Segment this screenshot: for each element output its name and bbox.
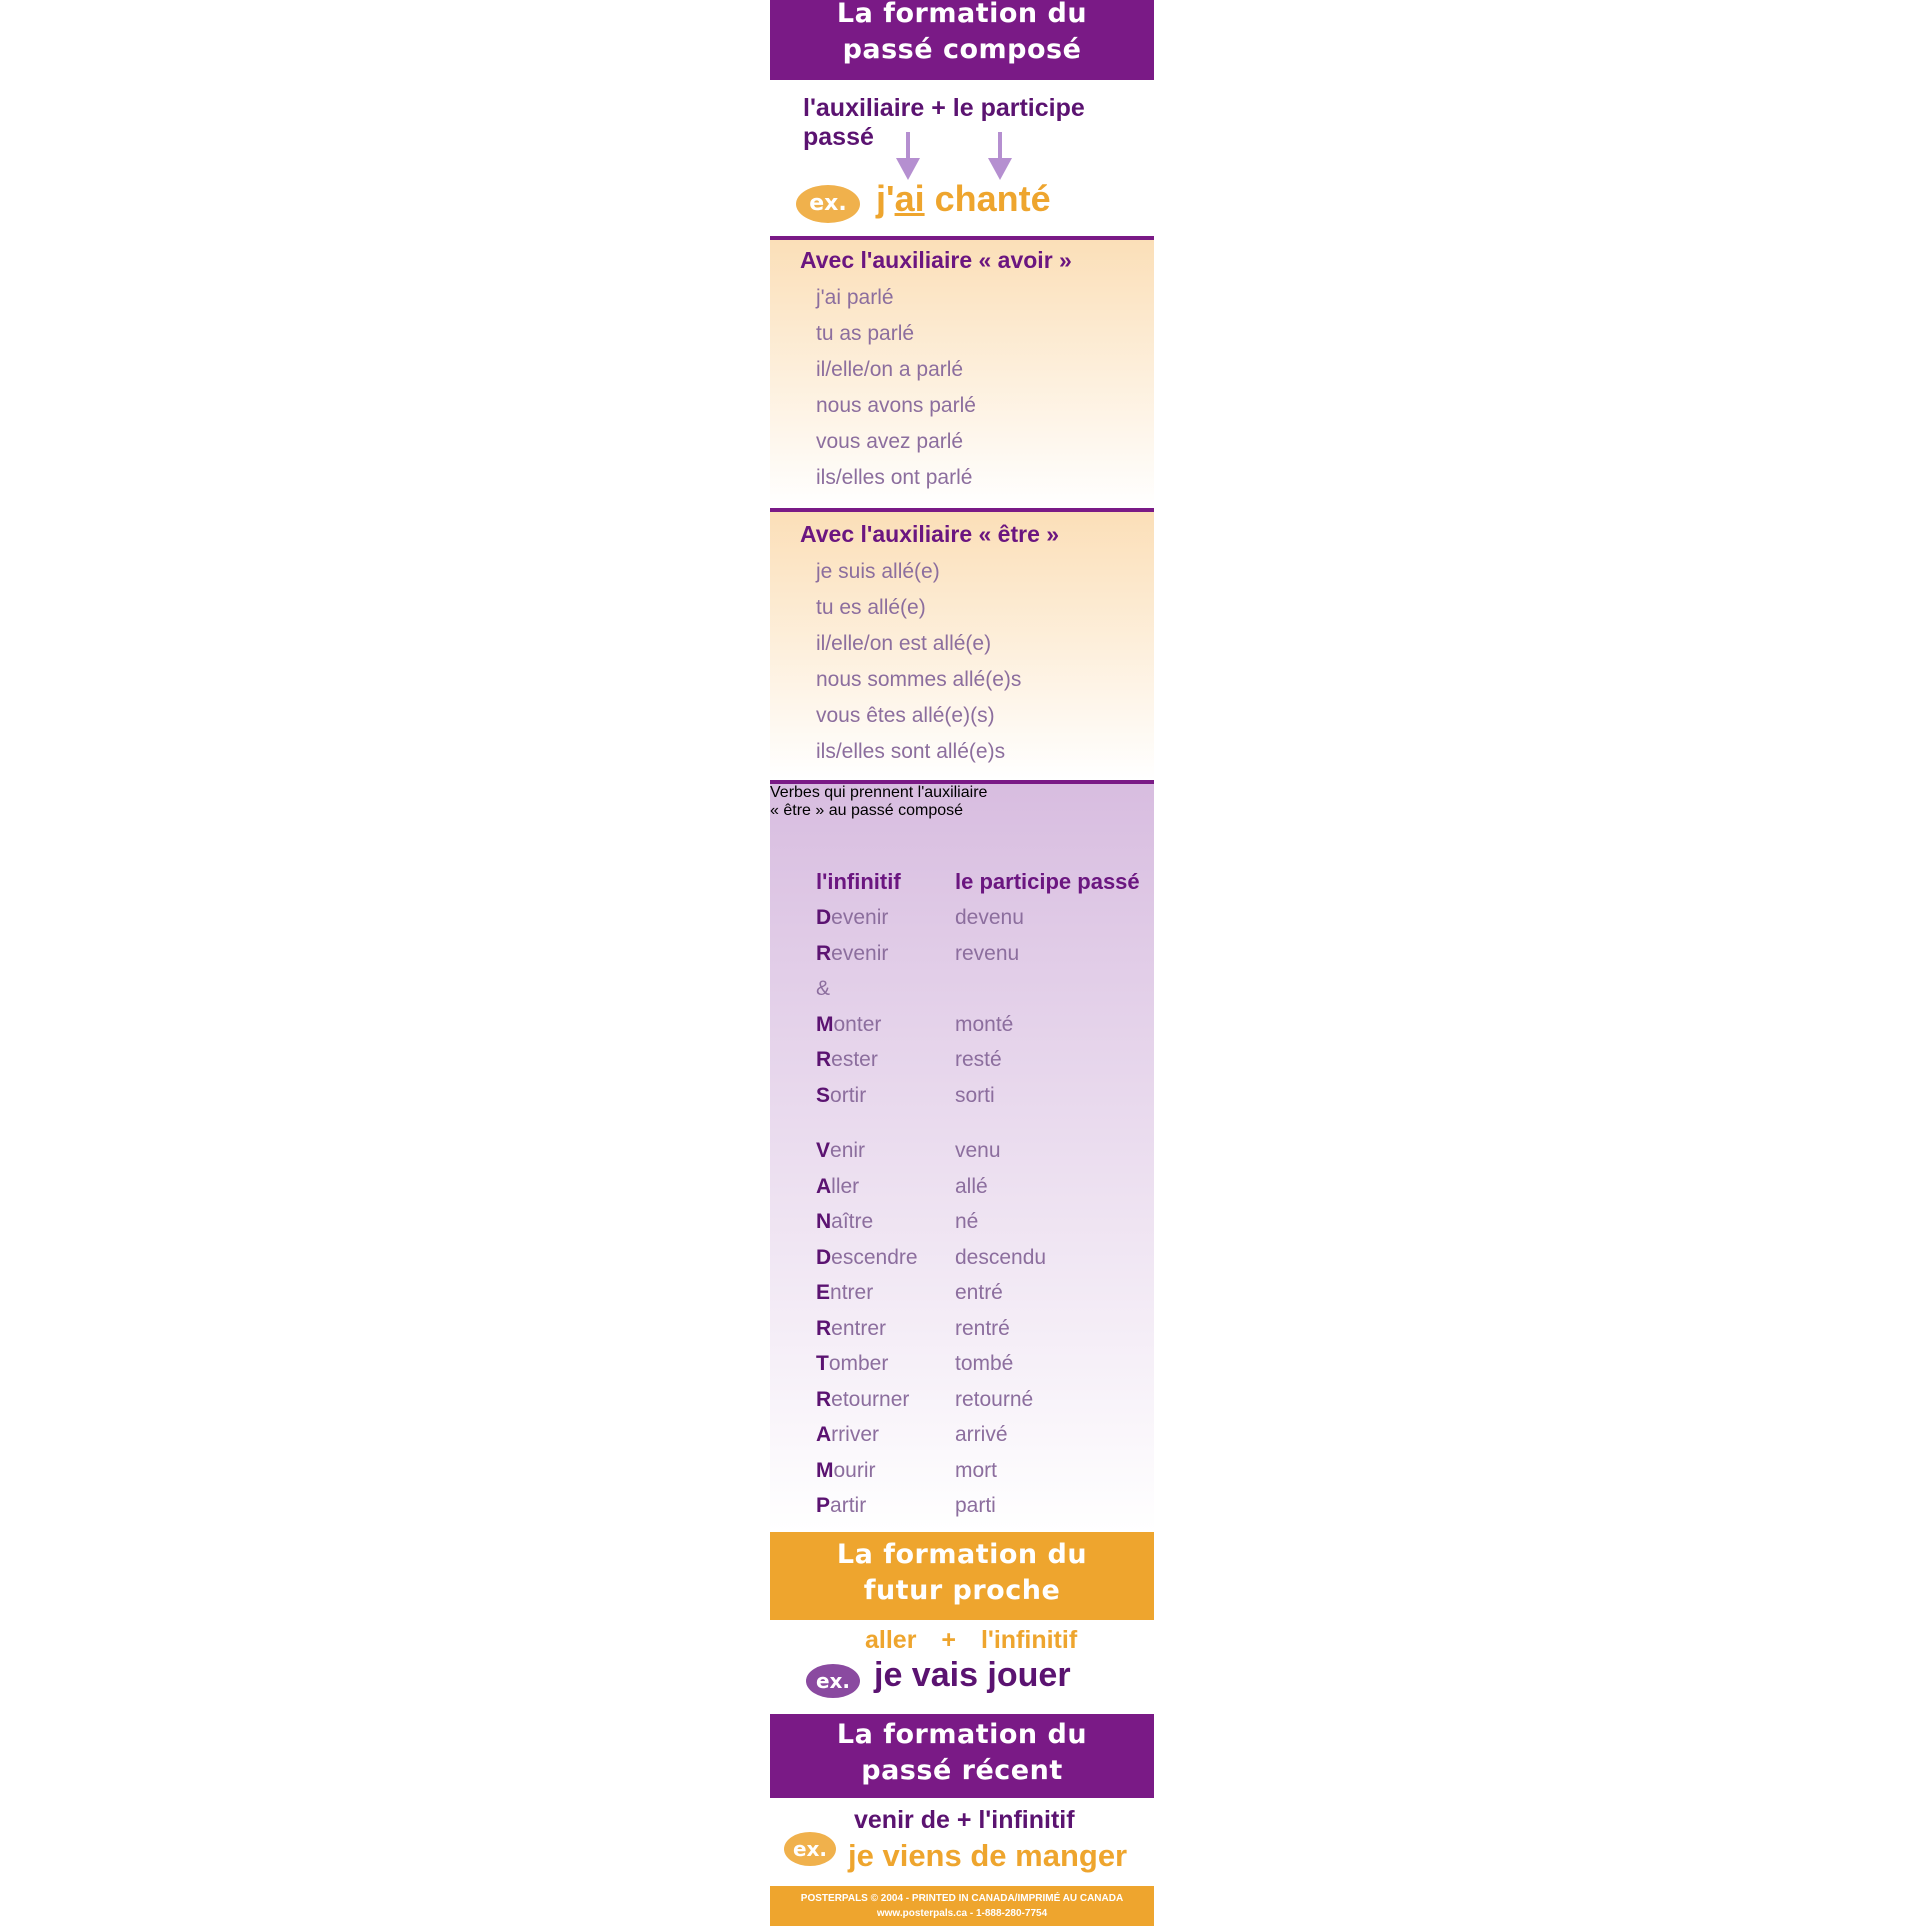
table-row [816, 1007, 1146, 1042]
passe-compose-example [876, 178, 1051, 220]
verb-initial-letter: D [816, 1245, 832, 1269]
verb-infinitive [816, 1346, 888, 1381]
table-row [816, 900, 1146, 935]
verb-infinitive-rest: etourner [831, 1387, 910, 1411]
verb-participle: rentré [955, 1316, 1010, 1340]
table-row [816, 1169, 1146, 1204]
passe-compose-formula: l'auxiliaire + le participe passé [803, 94, 1085, 151]
plus-sign: + [941, 1626, 956, 1654]
list-item: nous sommes allé(e)s [816, 668, 1022, 691]
futur-proche-title-line2: futur proche [863, 1575, 1061, 1606]
example-participle: chanté [934, 178, 1051, 219]
verb-initial-letter: A [816, 1423, 832, 1446]
verb-infinitive [816, 1078, 866, 1113]
verb-infinitive-rest: onter [833, 1012, 882, 1036]
list-item: je suis allé(e) [816, 560, 940, 583]
column-header-infinitive: l'infinitif [816, 869, 901, 894]
list-item: tu as parlé [816, 322, 915, 345]
verb-participle: devenu [955, 906, 1024, 929]
verbes-title-line1: Verbes qui prennent l'auxiliaire [770, 784, 988, 801]
formula-part: aller [865, 1626, 917, 1654]
futur-proche-formula [865, 1626, 1077, 1655]
footer-copyright: POSTERPALS © 2004 - PRINTED IN CANADA/IMPRIMÉ AU CANADA [800, 1893, 1124, 1904]
verb-infinitive [816, 1007, 881, 1042]
etre-panel [770, 512, 1154, 780]
futur-proche-title-line1: La formation du [836, 1539, 1088, 1570]
verb-participle: revenu [955, 941, 1020, 965]
verb-infinitive-rest: escendre [831, 1245, 918, 1269]
etre-title: Avec l'auxiliaire « être » [800, 521, 1060, 547]
verb-infinitive-rest: ester [831, 1048, 878, 1071]
etre-conjugation-list [816, 554, 1021, 770]
list-item: j'ai parlé [816, 286, 894, 309]
futur-proche-title-bar [770, 1532, 1154, 1620]
table-row [816, 1382, 1146, 1417]
verbes-title-line2: « être » au passé composé [770, 802, 964, 819]
verb-initial-letter: V [816, 1139, 831, 1162]
list-item: ils/elles sont allé(e)s [816, 740, 1006, 763]
list-item: vous avez parlé [816, 430, 964, 453]
futur-proche-example: je vais jouer [874, 1656, 1071, 1694]
table-row [816, 1311, 1146, 1346]
verb-participle: parti [955, 1494, 996, 1517]
verb-initial-letter: E [816, 1281, 831, 1304]
list-item: nous avons parlé [816, 394, 976, 417]
list-item: tu es allé(e) [816, 596, 926, 619]
verb-infinitive [816, 1382, 909, 1417]
passe-recent-title-bar [770, 1714, 1154, 1798]
table-row [816, 1042, 1146, 1077]
verb-infinitive-rest: ourir [833, 1458, 876, 1482]
list-item: ils/elles ont parlé [816, 466, 973, 489]
verb-participle: mort [955, 1458, 997, 1482]
verb-initial-letter: D [816, 906, 832, 929]
footer [770, 1886, 1154, 1926]
verb-infinitive-rest: evenir [831, 906, 889, 929]
verb-participle: sorti [955, 1083, 995, 1107]
table-row [816, 1488, 1146, 1523]
verb-participle: retourné [955, 1387, 1034, 1411]
verb-infinitive-rest: rriver [831, 1423, 879, 1446]
verbes-title [770, 784, 1154, 820]
verb-initial-letter: M [816, 1458, 834, 1482]
passe-compose-title-line2: passé composé [842, 34, 1082, 65]
list-item: vous êtes allé(e)(s) [816, 704, 995, 727]
verb-infinitive [816, 1417, 879, 1452]
verb-infinitive-rest: omber [828, 1352, 889, 1375]
table-row [816, 1417, 1146, 1452]
table-row [816, 1275, 1146, 1310]
example-auxiliary: ai [894, 178, 925, 219]
avoir-conjugation-list [816, 280, 976, 496]
verb-initial-letter: M [816, 1012, 834, 1036]
verb-participle: resté [955, 1048, 1002, 1071]
verb-participle: tombé [955, 1352, 1014, 1375]
table-row [816, 1453, 1146, 1488]
example-badge: ex. [806, 1664, 860, 1698]
verb-initial-letter: P [816, 1494, 831, 1517]
passe-recent-example: je viens de manger [848, 1838, 1128, 1873]
table-row [816, 971, 1146, 1006]
verb-infinitive-rest: artir [830, 1494, 867, 1517]
verb-infinitive [816, 1311, 886, 1346]
verbes-panel [770, 784, 1154, 1532]
verb-initial-letter: S [816, 1083, 831, 1107]
verb-participle: venu [955, 1139, 1001, 1162]
verb-infinitive [816, 1453, 876, 1488]
verb-infinitive [816, 1488, 866, 1523]
verb-infinitive-rest: ller [831, 1174, 860, 1198]
verb-initial-letter: A [816, 1174, 832, 1198]
table-row [816, 1078, 1146, 1113]
verb-infinitive [816, 971, 830, 1006]
passe-recent-formula: venir de + l'infinitif [854, 1806, 1075, 1834]
table-row [816, 936, 1146, 971]
verb-participle: descendu [955, 1245, 1047, 1269]
verb-infinitive-rest: & [816, 977, 831, 1000]
verb-initial-letter: R [816, 1048, 832, 1071]
avoir-panel [770, 240, 1154, 508]
verb-infinitive [816, 1204, 873, 1239]
list-item: il/elle/on a parlé [816, 358, 964, 381]
footer-contact: www.posterpals.ca - 1-888-280-7754 [876, 1908, 1048, 1919]
verb-participle: arrivé [955, 1423, 1008, 1446]
example-badge: ex. [796, 185, 860, 223]
poster [770, 0, 1154, 1926]
verb-infinitive [816, 900, 888, 935]
arrows-graphic [770, 128, 1154, 184]
column-header-participle: le participe passé [955, 869, 1140, 894]
verb-infinitive [816, 936, 888, 971]
verb-infinitive-rest: entrer [831, 1316, 887, 1340]
arrow-down-icon [988, 132, 1012, 180]
verb-initial-letter: R [816, 1316, 832, 1340]
verb-infinitive [816, 1169, 859, 1204]
verb-participle: entré [955, 1281, 1003, 1304]
verb-initial-letter: R [816, 941, 832, 965]
list-item: il/elle/on est allé(e) [816, 632, 992, 655]
verb-infinitive-rest: evenir [831, 941, 889, 965]
verb-participle: monté [955, 1012, 1014, 1036]
passe-compose-title-bar [770, 0, 1154, 80]
verb-infinitive [816, 1042, 878, 1077]
verb-infinitive [816, 1275, 873, 1310]
verb-infinitive [816, 1133, 865, 1168]
verb-infinitive-rest: aître [831, 1210, 874, 1233]
passe-recent-title-line1: La formation du [836, 1719, 1088, 1750]
example-badge: ex. [784, 1832, 836, 1866]
passe-compose-title-line1: La formation du [836, 0, 1088, 29]
verb-participle: allé [955, 1174, 988, 1198]
verb-initial-letter: R [816, 1387, 832, 1411]
formula-part: l'infinitif [980, 1626, 1078, 1654]
verb-infinitive-rest: enir [830, 1139, 866, 1162]
passe-recent-title-line2: passé récent [861, 1755, 1063, 1786]
arrow-down-icon [896, 132, 920, 180]
example-prefix: j' [876, 178, 895, 219]
table-row [816, 1240, 1146, 1275]
verb-initial-letter: T [816, 1352, 829, 1375]
verb-participle: né [955, 1210, 979, 1233]
verb-infinitive-rest: ortir [830, 1083, 867, 1107]
table-row [816, 1346, 1146, 1381]
verb-infinitive-rest: ntrer [830, 1281, 874, 1304]
avoir-title: Avec l'auxiliaire « avoir » [800, 247, 1072, 273]
table-row [816, 1133, 1146, 1168]
table-row [816, 1204, 1146, 1239]
verb-initial-letter: N [816, 1210, 832, 1233]
verb-infinitive [816, 1240, 918, 1275]
